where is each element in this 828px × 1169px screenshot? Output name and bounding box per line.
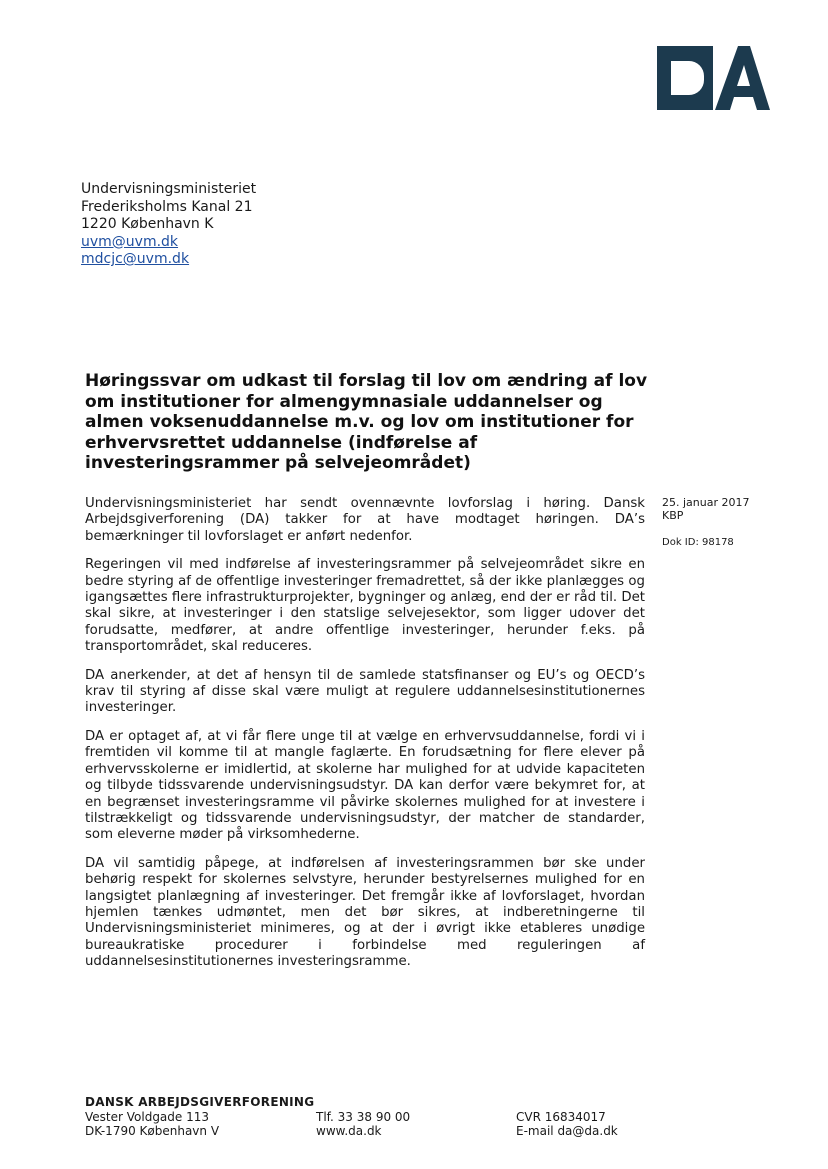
recipient-email-link-2[interactable]: mdcjc@uvm.dk bbox=[81, 251, 190, 267]
letter-footer bbox=[85, 1095, 645, 1138]
footer-web: www.da.dk bbox=[316, 1124, 382, 1138]
paragraph-5: DA vil samtidig påpege, at indførelsen af investeringsrammen bør ske under behørig respekt for skolernes selvstyre, herunder bestyrelsernes mulighed for en langsigtet planlægning af investeringer. Det fremgår ikke af lovforslaget, hvordan hjemlen tænkes udmøntet, men det bør sikres, at indberetningerne til Undervisningsministeriet minimeres, og at der i øvrigt ikke etableres unødige bureaukratiske procedurer i forbindelse med reguleringen af uddannelsesinstitutionernes investeringsramme. bbox=[85, 855, 645, 970]
footer-email: E-mail da@da.dk bbox=[516, 1124, 618, 1138]
footer-cvr: CVR 16834017 bbox=[516, 1109, 606, 1124]
paragraph-1: Undervisningsministeriet har sendt ovennævnte lovforslag i høring. Dansk Arbejdsgiverforening (DA) takker for at have modtaget høringen. DA’s bemærkninger til lovforslaget er anført nedenfor. bbox=[85, 496, 645, 544]
letter-meta bbox=[662, 496, 749, 549]
document-id: Dok ID: 98178 bbox=[662, 537, 734, 548]
paragraph-4: DA er optaget af, at vi får flere unge til at vælge en erhvervsuddannelse, fordi vi i fremtiden vil komme til at mangle faglærte. En forudsætning for flere elever på erhvervsskolerne er imidlertid, at skolerne har mulighed for at udvide kapaciteten og tilbyde tidssvarende undervisningsudstyr. DA kan derfor være bekymret for, at en begrænset investeringsramme vil påvirke skolernes mulighed for at investere i tilstrækkeligt og tidssvarende undervisningsudstyr, der matcher de standarder, som eleverne møder på virksomhederne. bbox=[85, 728, 645, 843]
logo-d-cutout bbox=[671, 61, 704, 95]
recipient-city: 1220 København K bbox=[81, 216, 214, 232]
footer-city: DK-1790 København V bbox=[85, 1124, 220, 1138]
letter-title: Høringssvar om udkast til forslag til lov om ændring af lov om institutioner for almengymnasiale uddannelser og almen voksenuddannelse m.v. og lov om institutioner for erhvervsrettet uddannelse (indførelse af investeringsrammer på selvejeområdet) bbox=[85, 371, 648, 473]
footer-contact bbox=[316, 1110, 410, 1139]
paragraph-2: Regeringen vil med indførelse af investeringsrammer på selvejeområdet sikre en bedre styring af de offentlige investeringer fremadrettet, så der ikke planlægges og igangsættes flere infrastrukturprojekter, bygninger og anlæg, end der er råd til. Det skal sikre, at investeringer i den statslige selvejesektor, som ligger udover det forudsatte, medfører, at andre offentlige investeringer, herunder f.eks. på transportområdet, skal reduceres. bbox=[85, 557, 646, 655]
letter-body bbox=[85, 496, 645, 983]
recipient-street: Frederiksholms Kanal 21 bbox=[81, 198, 253, 215]
paragraph-3: DA anerkender, at det af hensyn til de samlede statsfinanser og EU’s og OECD’s krav til styring af disse skal være muligt at regulere uddannelsesinstitutionernes investeringer. bbox=[85, 667, 645, 716]
footer-registration bbox=[516, 1110, 618, 1139]
recipient-name: Undervisningsministeriet bbox=[81, 181, 257, 197]
da-logo bbox=[657, 46, 770, 110]
footer-org-name: DANSK ARBEJDSGIVERFORENING bbox=[85, 1095, 315, 1109]
footer-phone: Tlf. 33 38 90 00 bbox=[316, 1109, 411, 1124]
recipient-address bbox=[81, 181, 256, 269]
recipient-email-link-1[interactable]: uvm@uvm.dk bbox=[81, 233, 179, 250]
footer-street: Vester Voldgade 113 bbox=[85, 1109, 210, 1124]
footer-address bbox=[85, 1110, 219, 1139]
letter-reference: KBP bbox=[662, 509, 684, 522]
logo-a-letter bbox=[715, 46, 770, 110]
letter-date: 25. januar 2017 bbox=[662, 496, 750, 509]
